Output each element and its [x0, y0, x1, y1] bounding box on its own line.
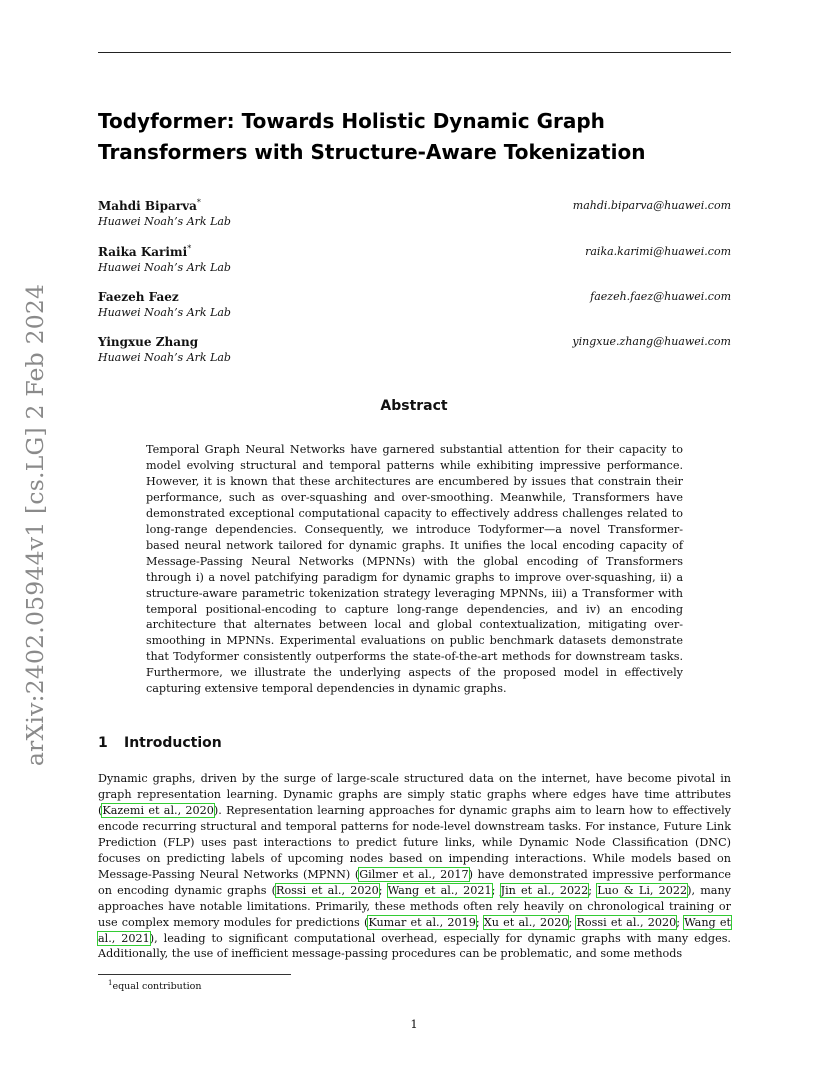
- author-affiliation: Huawei Noah’s Ark Lab: [98, 351, 231, 364]
- footnote-rule: [98, 974, 291, 975]
- page-number: 1: [410, 1017, 418, 1031]
- footnote-mark: 1: [108, 979, 113, 987]
- author-email: mahdi.biparva@huawei.com: [572, 199, 731, 212]
- arxiv-stamp: [2, 283, 68, 767]
- citation-link[interactable]: Rossi et al., 2020: [576, 915, 677, 929]
- author-name: Raika Karimi*: [98, 244, 192, 259]
- citation-link[interactable]: Wang et al., 2021: [387, 883, 492, 897]
- citation-link[interactable]: Kumar et al., 2019: [368, 915, 476, 929]
- citation-link[interactable]: Jin et al., 2022: [500, 883, 589, 897]
- footnote-text: equal contribution: [112, 981, 202, 993]
- author-block: [98, 334, 731, 368]
- arxiv-stamp-text: arXiv:2402.05944v1 [cs.LG] 2 Feb 2024: [21, 283, 49, 767]
- abstract-heading: Abstract: [380, 398, 448, 414]
- section-heading: [98, 735, 222, 751]
- citation-link[interactable]: Wang et al., 2021: [98, 915, 732, 945]
- section-title: Introduction: [124, 735, 222, 751]
- author-affiliation: Huawei Noah’s Ark Lab: [98, 261, 231, 274]
- abstract-text: Temporal Graph Neural Networks have garnered substantial attention for their capacity to model evolving structural and temporal patterns while exhibiting impressive performance. However, it is known that these architectures are encumbered by issues that constrain their performance, such as over-squashing and over-smoothing. Meanwhile, Transformers have demonstrated exceptional computational capacity to effectively address challenges related to long-range dependencies. Consequently, we introduce Todyformer—a novel Transformer-based neural network tailored for dynamic graphs. It unifies the local encoding capacity of Message-Passing Neural Networks (MPNNs) with the global encoding of Transformers through i) a novel patchifying paradigm for dynamic graphs to improve over-squashing, ii) a structure-aware parametric tokenization strategy leveraging MPNNs, iii) a Transformer with temporal positional-encoding to capture long-range dependencies, and iv) an encoding architecture that alternates between local and global contextualization, mitigating over-smoothing in MPNNs. Experimental evaluations on public benchmark datasets demonstrate that Todyformer consistently outperforms the state-of-the-art methods for downstream tasks. Furthermore, we illustrate the underlying aspects of the proposed model in effectively capturing extensive temporal dependencies in dynamic graphs.: [146, 443, 683, 696]
- citation-link[interactable]: Luo & Li, 2022: [597, 883, 688, 897]
- top-rule: [98, 52, 731, 53]
- citation-link[interactable]: Kazemi et al., 2020: [102, 803, 214, 817]
- author-block: [98, 244, 731, 278]
- author-email: yingxue.zhang@huawei.com: [572, 335, 731, 348]
- citation-link[interactable]: Rossi et al., 2020: [276, 883, 379, 897]
- footnote: [108, 979, 201, 992]
- paper-title: Todyformer: Towards Holistic Dynamic Graph Transformers with Structure-Aware Tokenization: [98, 109, 646, 164]
- citation-link[interactable]: Gilmer et al., 2017: [359, 867, 469, 881]
- section-number: 1: [98, 735, 108, 751]
- intro-paragraph: Dynamic graphs, driven by the surge of large-scale structured data on the internet, have become pivotal in graph representation learning. Dynamic graphs are simply static graphs where edges have time attributes (Kazemi et al., 2020). Representation learning approaches for dynamic graphs aim to learn how to effectively encode recurring structural and temporal patterns for node-level downstream tasks. For instance, Future Link Prediction (FLP) uses past interactions to predict future links, while Dynamic Node Classification (DNC) focuses on predicting labels of upcoming nodes based on impending interactions. While models based on Message-Passing Neural Networks (MPNN) (Gilmer et al., 2017) have demonstrated impressive performance on encoding dynamic graphs (Rossi et al., 2020; Wang et al., 2021; Jin et al., 2022; Luo & Li, 2022), many approaches have notable limitations. Primarily, these methods often rely heavily on chronological training or use complex memory modules for predictions (Kumar et al., 2019; Xu et al., 2020; Rossi et al., 2020; Wang et al., 2021), leading to significant computational overhead, especially for dynamic graphs with many edges. Additionally, the use of inefficient message-passing procedures can be problematic, and some methods: [98, 772, 732, 961]
- author-email: faezeh.faez@huawei.com: [590, 290, 731, 303]
- author-block: [98, 289, 731, 323]
- author-affiliation: Huawei Noah’s Ark Lab: [98, 215, 231, 228]
- author-block: [98, 198, 731, 232]
- author-affiliation: Huawei Noah’s Ark Lab: [98, 306, 231, 319]
- author-name: Yingxue Zhang: [98, 335, 199, 349]
- citation-link[interactable]: Xu et al., 2020: [483, 915, 569, 929]
- author-name: Mahdi Biparva*: [98, 198, 201, 213]
- author-name: Faezeh Faez: [98, 290, 179, 304]
- author-email: raika.karimi@huawei.com: [585, 245, 731, 258]
